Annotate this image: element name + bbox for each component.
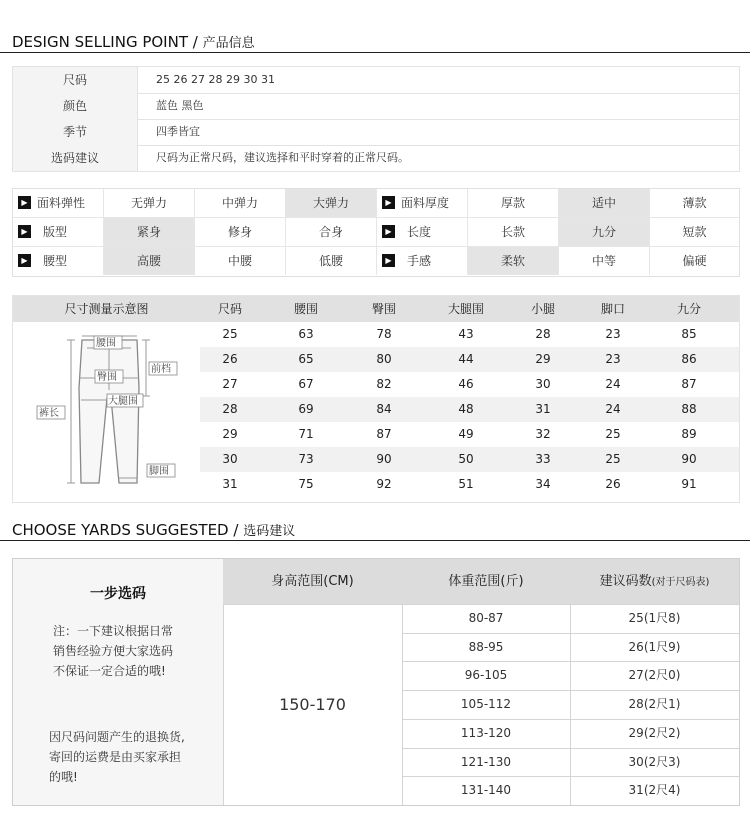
size-cell: 75 [298, 477, 314, 491]
size-cell: 25 [605, 452, 621, 466]
label-thigh: 大腿围 [108, 396, 138, 407]
attr-option-selected: 适中 [559, 189, 650, 217]
grid-line [402, 748, 739, 749]
size-cell: 71 [298, 427, 314, 441]
size-cell: 78 [376, 327, 392, 341]
section-divider [0, 540, 750, 541]
info-label: 颜色 [13, 93, 137, 119]
section-title-en: CHOOSE YARDS SUGGESTED [12, 521, 229, 539]
size-cell: 84 [376, 402, 392, 416]
note-line: 销售经验方便大家选码 [53, 644, 174, 658]
attr-option: 薄款 [682, 196, 707, 210]
diagram-title: 尺寸测量示意图 [64, 302, 149, 316]
size-cell: 26 [605, 477, 621, 491]
size-suggestion-cell: 30(2尺3) [628, 754, 681, 769]
size-cell: 51 [458, 477, 474, 491]
label-rise: 前档 [151, 364, 171, 375]
size-cell: 43 [458, 327, 474, 341]
info-row [13, 67, 739, 93]
attr-option: 低腰 [286, 247, 377, 275]
attr-label [377, 218, 468, 246]
choose-note-2 [49, 727, 185, 787]
attr-option: 中腰 [195, 247, 286, 275]
size-cell: 34 [535, 477, 551, 491]
attr-option-selected: 柔软 [468, 247, 559, 275]
size-cell: 23 [605, 327, 621, 341]
size-cell: 31 [222, 477, 238, 491]
size-suggestion-cell: 31(2尺4) [628, 783, 681, 798]
play-arrow-icon: ▶ [382, 254, 395, 267]
size-cell: 30 [222, 452, 238, 466]
attr-label-text: 腰型 [43, 254, 68, 268]
size-cell: 88 [681, 402, 697, 416]
size-cell: 80 [376, 352, 392, 366]
size-measurement-table [12, 295, 740, 503]
label-length: 裤长 [39, 408, 59, 419]
size-cell: 82 [376, 377, 392, 391]
pants-diagram [27, 328, 187, 493]
header-size: 尺码 [217, 302, 242, 316]
header-weight-range: 体重范围(斤) [402, 559, 570, 604]
info-value: 25 26 27 28 29 30 31 [156, 73, 275, 86]
info-value: 四季皆宜 [156, 125, 200, 138]
section-title-sep: / [228, 521, 244, 539]
size-cell: 90 [376, 452, 392, 466]
header-thigh: 大腿围 [447, 302, 484, 316]
product-info-table [12, 66, 740, 172]
attribute-grid [12, 188, 740, 277]
header-ninth: 九分 [676, 302, 701, 316]
weight-cell: 113-120 [460, 725, 512, 740]
grid-line [402, 690, 739, 691]
height-range-value: 150-170 [279, 695, 346, 714]
grid-line [402, 719, 739, 720]
size-cell: 23 [605, 352, 621, 366]
size-cell: 27 [222, 377, 238, 391]
size-table-header [13, 296, 739, 322]
attr-label [13, 247, 104, 275]
choose-note-1 [53, 621, 173, 681]
size-cell: 30 [535, 377, 551, 391]
size-cell: 31 [535, 402, 551, 416]
size-cell: 85 [681, 327, 697, 341]
header-suggested-size [570, 559, 739, 604]
play-arrow-icon: ▶ [382, 196, 395, 209]
attr-option: 长款 [468, 218, 559, 246]
header-size-note: (对于尺码表) [651, 577, 710, 588]
size-cell: 63 [298, 327, 314, 341]
note-line: 寄回的运费是由买家承担 [49, 750, 182, 764]
weight-cell: 131-140 [460, 783, 512, 798]
section-title-design [12, 32, 255, 51]
note-line: 不保证一定合适的哦! [53, 664, 166, 678]
label-waist: 腰围 [96, 338, 116, 349]
attr-option: 厚款 [468, 189, 559, 217]
attr-option: 修身 [195, 218, 286, 246]
weight-cell: 88-95 [468, 639, 504, 654]
attr-label [13, 218, 104, 246]
attr-option: 中弹力 [195, 189, 286, 217]
attr-label-text: 长度 [407, 225, 432, 239]
size-cell: 46 [458, 377, 474, 391]
size-cell: 49 [458, 427, 474, 441]
choose-size-table [12, 558, 740, 806]
size-cell: 24 [605, 402, 621, 416]
section-title-sep: / [188, 33, 203, 51]
attr-label-text: 手感 [407, 254, 432, 268]
size-suggestion-cell: 27(2尺0) [628, 668, 681, 683]
header-height-range: 身高范围(CM) [223, 559, 402, 604]
size-cell: 90 [681, 452, 697, 466]
play-arrow-icon: ▶ [18, 225, 31, 238]
attr-option-selected: 大弹力 [286, 189, 377, 217]
size-cell: 69 [298, 402, 314, 416]
attr-option: 无弹力 [104, 189, 195, 217]
info-label: 季节 [13, 119, 137, 145]
size-cell: 33 [535, 452, 551, 466]
attr-option-selected: 九分 [559, 218, 650, 246]
info-label: 尺码 [13, 67, 137, 93]
section-title-choose [12, 520, 295, 539]
grid-line [402, 633, 739, 634]
label-hip: 臀围 [97, 372, 117, 383]
weight-cell: 105-112 [460, 697, 512, 712]
size-suggestion-cell: 29(2尺2) [628, 725, 681, 740]
header-hem: 脚口 [600, 302, 625, 316]
size-cell: 91 [681, 477, 697, 491]
size-suggestion-cell: 28(2尺1) [628, 697, 681, 712]
attr-label [377, 189, 468, 217]
info-row [13, 119, 739, 145]
size-cell: 32 [535, 427, 551, 441]
size-cell: 44 [458, 352, 474, 366]
grid-line [402, 776, 739, 777]
size-suggestion-cell: 26(1尺9) [628, 639, 681, 654]
header-size-text: 建议码数 [599, 574, 652, 589]
attr-option: 偏硬 [682, 254, 707, 268]
play-arrow-icon: ▶ [18, 254, 31, 267]
size-cell: 26 [222, 352, 238, 366]
size-cell: 48 [458, 402, 474, 416]
info-label: 选码建议 [13, 145, 137, 171]
size-cell: 29 [535, 352, 551, 366]
weight-cell: 96-105 [464, 668, 508, 683]
note-line: 注：一下建议根据日常 [53, 624, 174, 638]
size-cell: 28 [535, 327, 551, 341]
choose-left-panel [13, 559, 223, 805]
header-hip: 臀围 [371, 302, 396, 316]
attr-option: 合身 [286, 218, 377, 246]
attr-label [13, 189, 104, 217]
size-cell: 73 [298, 452, 314, 466]
size-cell: 86 [681, 352, 697, 366]
size-cell: 25 [222, 327, 238, 341]
note-line: 因尺码问题产生的退换货, [49, 730, 185, 744]
size-cell: 28 [222, 402, 238, 416]
size-cell: 65 [298, 352, 314, 366]
attr-label [377, 247, 468, 275]
weight-cell: 121-130 [460, 754, 512, 769]
attr-label-text: 面料弹性 [37, 196, 86, 210]
info-value: 尺码为正常尺码，建议选择和平时穿着的正常尺码。 [156, 151, 409, 164]
play-arrow-icon: ▶ [18, 196, 31, 209]
label-hem: 脚围 [149, 466, 169, 477]
size-cell: 87 [681, 377, 697, 391]
size-suggestion-cell: 25(1尺8) [628, 611, 681, 625]
attr-label-text: 版型 [43, 225, 68, 239]
info-value: 蓝色 黑色 [156, 99, 204, 112]
section-divider [0, 52, 750, 53]
size-cell: 92 [376, 477, 392, 491]
size-cell: 67 [298, 377, 314, 391]
size-cell: 89 [681, 427, 697, 441]
info-row [13, 93, 739, 119]
size-cell: 24 [605, 377, 621, 391]
section-title-en: DESIGN SELLING POINT [12, 33, 188, 51]
section-title-cn: 产品信息 [202, 36, 255, 51]
attr-option: 短款 [682, 225, 707, 239]
size-cell: 50 [458, 452, 474, 466]
attr-label-text: 面料厚度 [401, 196, 450, 210]
note-line: 的哦! [49, 770, 78, 784]
size-cell: 29 [222, 427, 238, 441]
attr-option-selected: 高腰 [104, 247, 195, 275]
attr-option: 中等 [559, 247, 650, 275]
attr-option-selected: 紧身 [104, 218, 195, 246]
info-row [13, 145, 739, 171]
play-arrow-icon: ▶ [382, 225, 395, 238]
header-calf: 小腿 [530, 302, 555, 316]
size-cell: 87 [376, 427, 392, 441]
weight-cell: 80-87 [468, 611, 504, 625]
grid-line [402, 661, 739, 662]
choose-title: 一步选码 [90, 586, 146, 602]
section-title-cn: 选码建议 [243, 524, 296, 539]
size-cell: 25 [605, 427, 621, 441]
header-waist: 腰围 [293, 302, 318, 316]
